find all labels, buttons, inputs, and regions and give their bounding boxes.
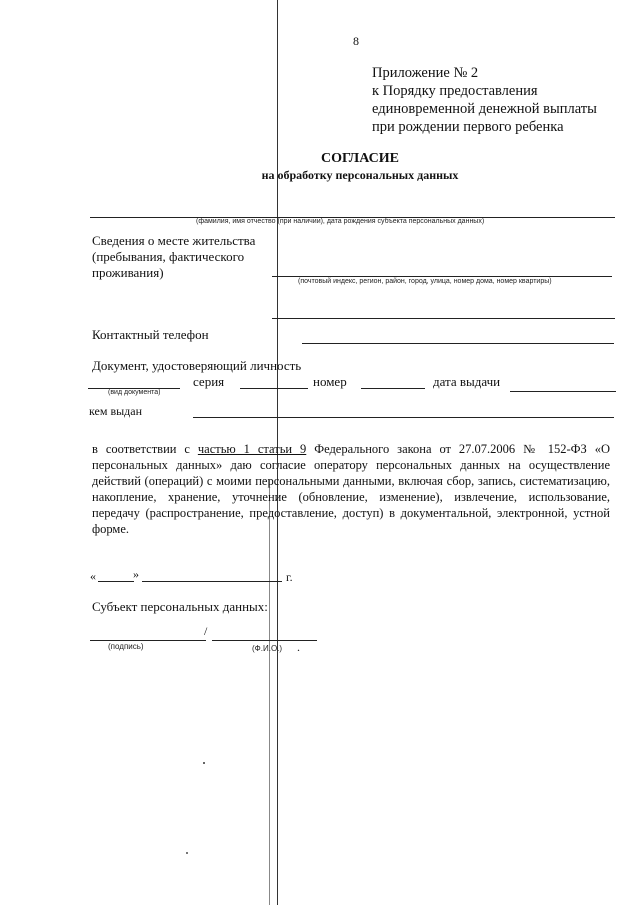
residence-label-3: проживания) <box>92 265 164 280</box>
law-article-link[interactable]: частью 1 статьи 9 <box>197 442 307 456</box>
date-day-line <box>98 581 134 582</box>
doc-type-hint: (вид документа) <box>108 389 161 396</box>
issued-by-line <box>193 417 614 418</box>
appendix-line-2: к Порядку предоставления <box>372 83 538 99</box>
residence-label-2: (пребывания, фактического <box>92 249 245 264</box>
document-subtitle: на обработку персональных данных <box>261 168 459 182</box>
series-line <box>240 388 308 389</box>
date-month-year-line <box>142 581 282 582</box>
page-number: 8 <box>353 34 359 48</box>
date-year-suffix: г. <box>286 570 293 584</box>
subject-label: Субъект персональных данных: <box>92 599 268 614</box>
appendix-block <box>372 64 597 136</box>
signature-line <box>90 640 206 641</box>
phone-label: Контактный телефон <box>92 327 209 342</box>
address-line-2 <box>272 318 615 319</box>
appendix-line-3: единовременной денежной выплаты <box>372 101 597 117</box>
scan-speck-2 <box>186 852 188 854</box>
number-label: номер <box>313 374 347 389</box>
scan-fold-line-secondary <box>269 480 270 905</box>
document-label: Документ, удостоверяющий личность <box>92 358 302 373</box>
residence-label-1: Сведения о месте жительства <box>92 233 256 248</box>
signature-hint: (подпись) <box>108 642 144 651</box>
fio-short-line <box>212 640 317 641</box>
address-hint: (почтовый индекс, регион, район, город, улица, номер дома, номер квартиры) <box>298 278 552 285</box>
scan-speck <box>203 762 205 764</box>
signature-slash: / <box>204 624 208 638</box>
series-label: серия <box>193 374 225 389</box>
consent-text-2: Федерального закона от 27.07.2006 № 152-ФЗ «О персональных данных» даю согласие оператору персональных данных на осуществление действий (операций) с моими персональными данными, включая сбор, запись, систематизацию, накопление, хранение, уточнение (обновление, изменение), извлечение, использование, передачу (распространение, предоставление, доступ) в документальной, электронной, устной форме. <box>92 442 610 536</box>
address-line <box>272 276 612 277</box>
phone-line <box>302 343 614 344</box>
appendix-line-4: при рождении первого ребенка <box>372 119 564 135</box>
number-line <box>361 388 425 389</box>
issued-by-label: кем выдан <box>89 404 143 418</box>
date-close-quote: » <box>133 567 139 581</box>
consent-text-1: в соответствии с <box>92 442 198 456</box>
issue-date-label: дата выдачи <box>433 374 501 389</box>
issue-date-line <box>510 391 616 392</box>
fio-hint: (фамилия, имя отчество (при наличии), дата рождения субъекта персональных данных) <box>196 218 485 225</box>
consent-paragraph <box>92 441 610 537</box>
appendix-line-1: Приложение № 2 <box>372 65 479 81</box>
closing-dot: . <box>297 640 300 654</box>
document-title: СОГЛАСИЕ <box>321 151 399 166</box>
date-open-quote: « <box>90 569 96 583</box>
fio-short-hint: (Ф.И.О.) <box>252 644 283 653</box>
